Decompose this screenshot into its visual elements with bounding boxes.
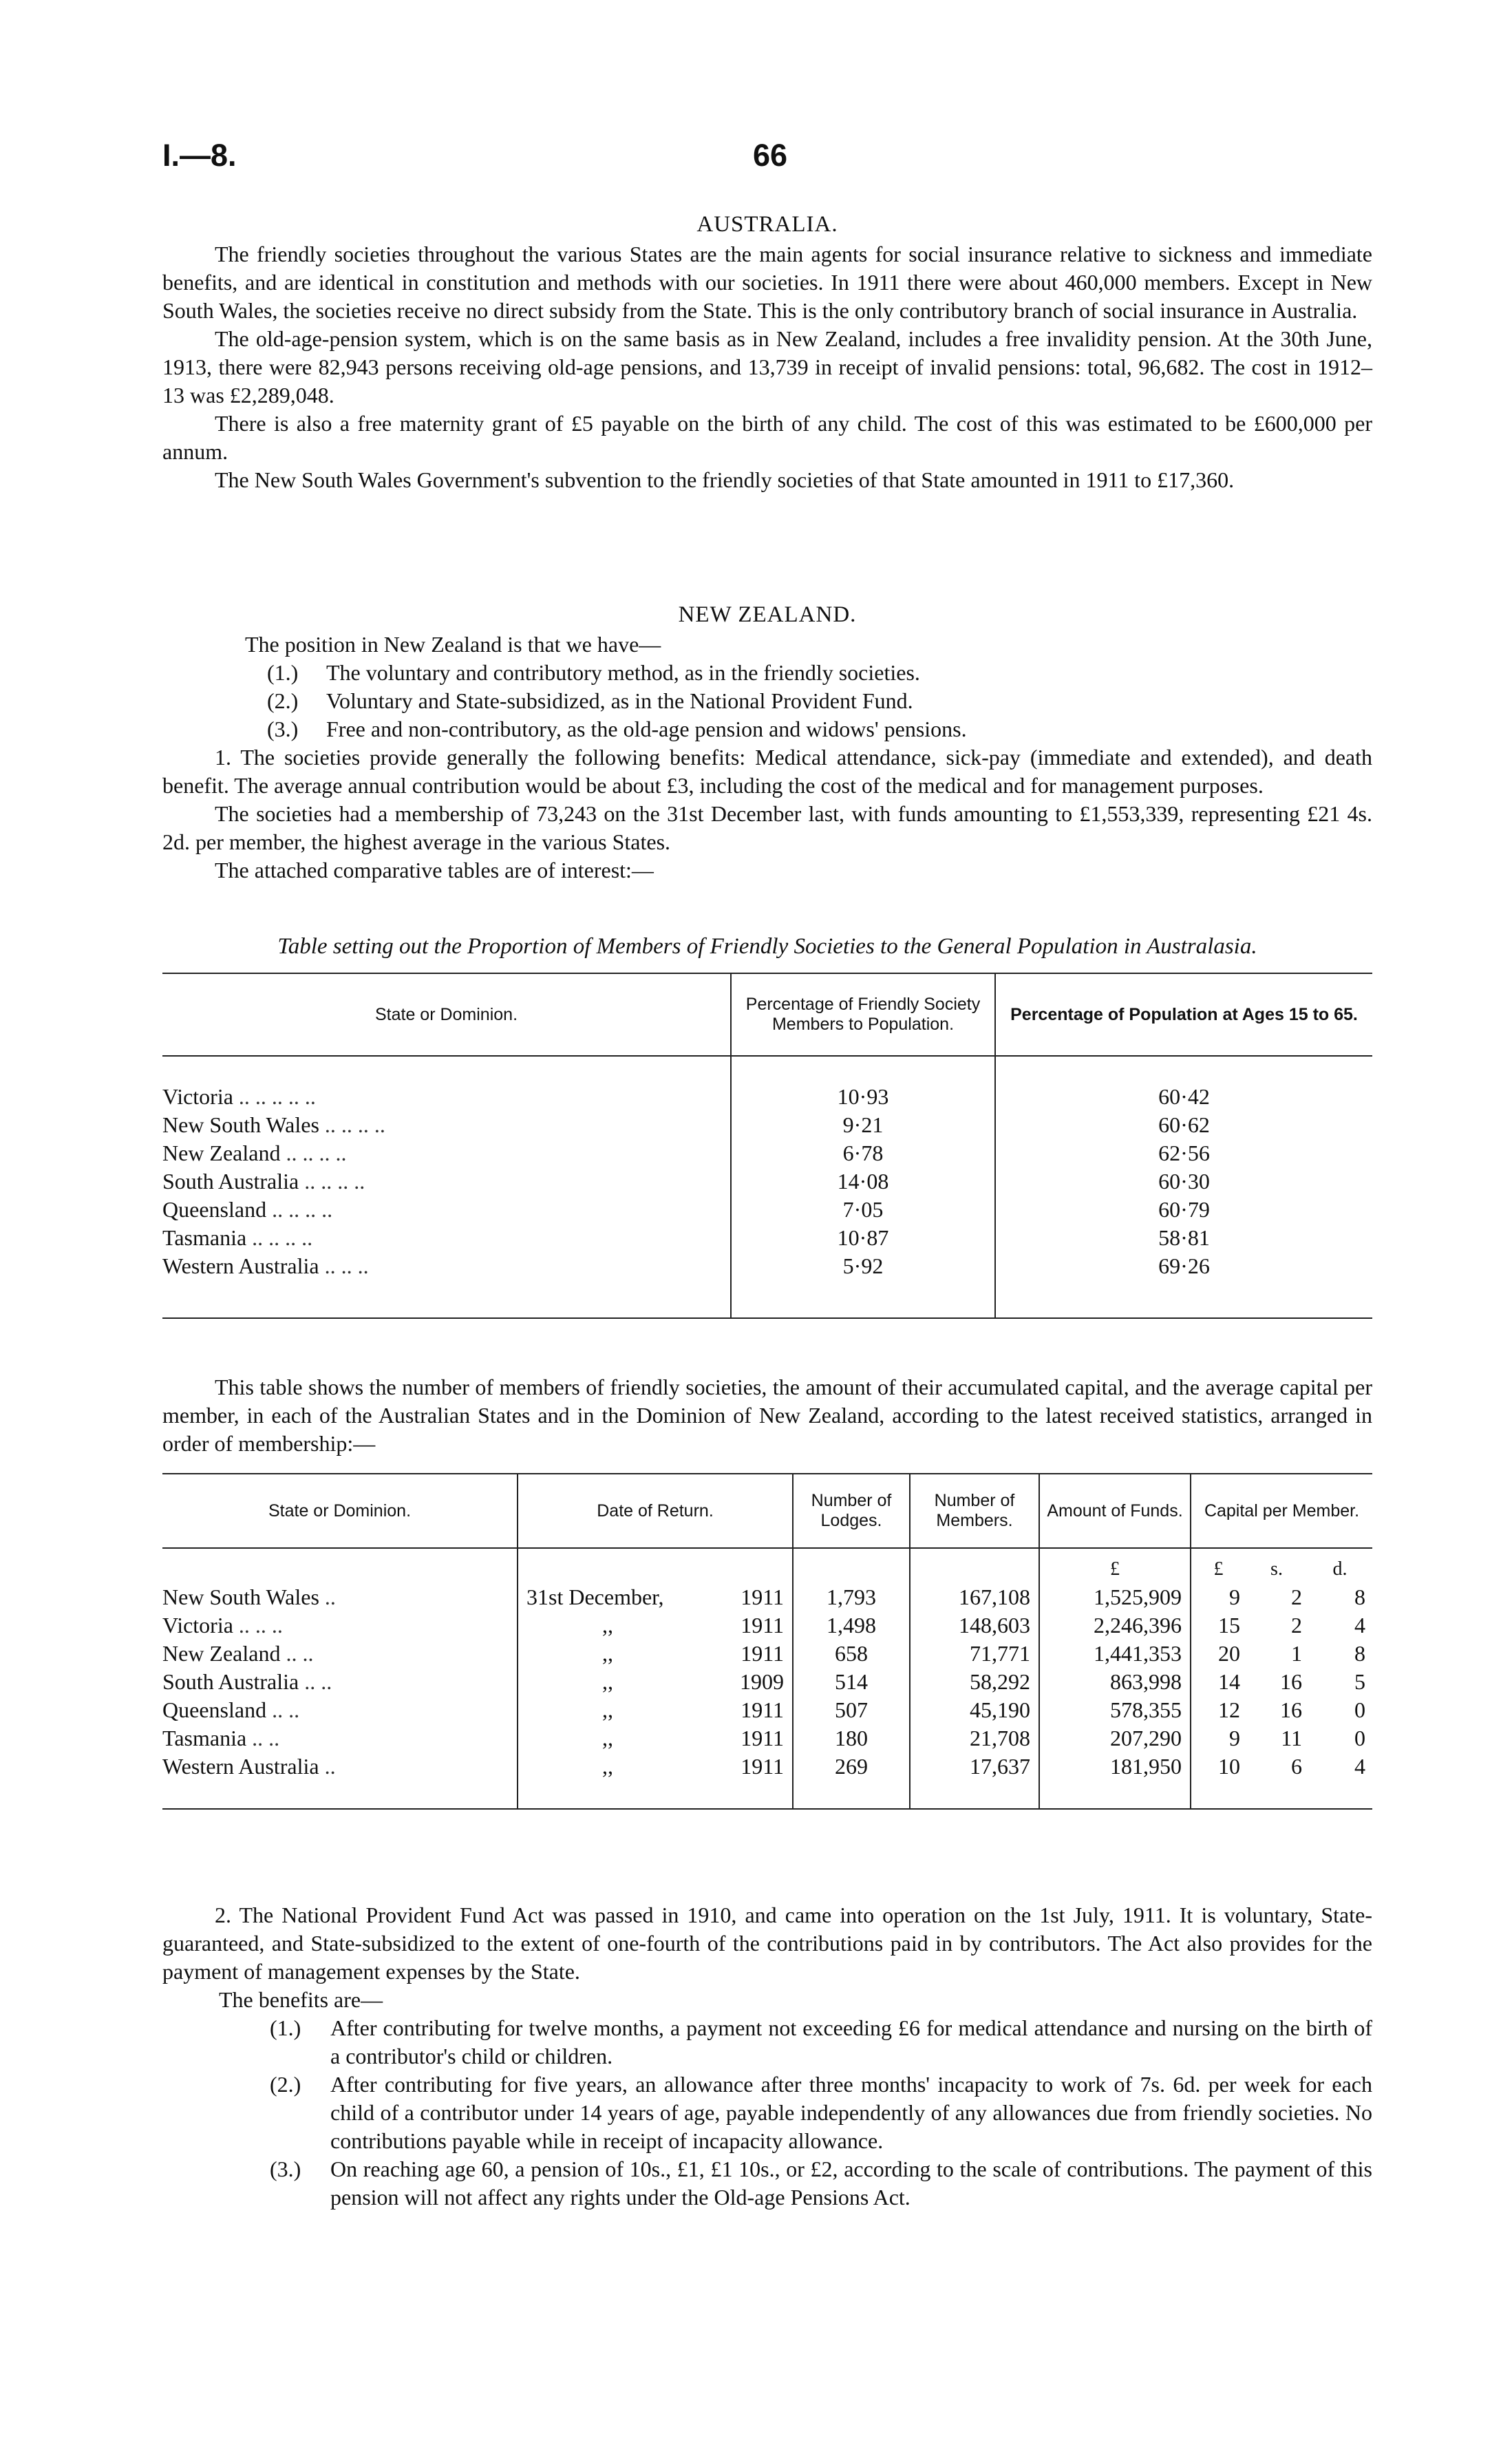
table-row: Victoria .. .. .. ,, 1911 1,498 148,603 2,246,396 15 2 4	[162, 1611, 1372, 1640]
funds: 578,355	[1039, 1696, 1191, 1724]
capital-pence: 8	[1354, 1585, 1365, 1609]
lodges: 514	[793, 1668, 910, 1696]
pct-members: 9·21	[731, 1111, 995, 1139]
table2-header-lodges: Number of Lodges.	[793, 1474, 910, 1548]
benefits-intro: The benefits are—	[219, 1987, 383, 2012]
table2-units-row	[162, 1548, 1372, 1583]
return-year: 1911	[741, 1585, 784, 1609]
table-row: New South Wales .. .. .. .. 9·21 60·62	[162, 1111, 1372, 1139]
pct-members: 10·87	[731, 1224, 995, 1252]
table1-caption: Table setting out the Proportion of Members of Friendly Societies to the General Population in Australasia.	[277, 934, 1257, 959]
state-name: Victoria	[162, 1084, 233, 1109]
table-row: Queensland .. .. .. .. 7·05 60·79	[162, 1196, 1372, 1224]
members: 17,637	[910, 1752, 1039, 1781]
members: 58,292	[910, 1668, 1039, 1696]
australia-heading: AUSTRALIA.	[696, 212, 838, 237]
benefit-text: After contributing for twelve months, a payment not exceeding £6 for medical attendance and nursing on the birth of a contributor's child or children.	[330, 2015, 1372, 2068]
capital-shillings: 2	[1291, 1613, 1302, 1638]
table-row: New South Wales .. 31st December, 1911 1,793 167,108 1,525,909 9 2 8	[162, 1583, 1372, 1611]
funds: 207,290	[1039, 1724, 1191, 1752]
date-prefix: 31st December,	[526, 1585, 664, 1609]
state-name: New Zealand	[162, 1641, 281, 1666]
capital-pence: 0	[1354, 1726, 1365, 1750]
date-prefix: ,,	[602, 1613, 613, 1638]
date-prefix: ,,	[602, 1754, 613, 1779]
australia-paragraph: There is also a free maternity grant of £5 payable on the birth of any child. The cost of this was estimated to be £600,000 per annum.	[162, 411, 1372, 464]
method-item	[162, 659, 1372, 687]
lodges: 269	[793, 1752, 910, 1781]
benefit-text: On reaching age 60, a pension of 10s., £1, £1 10s., or £2, according to the scale of contributions. The payment of this pension will not affect any rights under the Old-age Pensions Act.	[330, 2157, 1372, 2210]
capital-pence: 5	[1354, 1669, 1365, 1694]
capital-pounds: 15	[1191, 1611, 1246, 1640]
table-row: Western Australia .. .. .. 5·92 69·26	[162, 1252, 1372, 1280]
method-text: Voluntary and State-subsidized, as in the National Provident Fund.	[326, 688, 913, 713]
state-name: Queensland	[162, 1697, 267, 1722]
method-item	[162, 715, 1372, 743]
provident-fund-section	[162, 1901, 1372, 2212]
new-zealand-section	[162, 602, 1372, 884]
method-number: (2.)	[267, 688, 299, 713]
table2-section	[162, 1373, 1372, 1810]
benefit-item	[162, 2014, 1372, 2070]
funds: 2,246,396	[1039, 1611, 1191, 1640]
table2-header-members: Number of Members.	[910, 1474, 1039, 1548]
benefit-item	[162, 2155, 1372, 2212]
capital-pence: 8	[1354, 1641, 1365, 1666]
pct-population: 62·56	[995, 1139, 1372, 1167]
method-item	[162, 687, 1372, 715]
pct-members: 5·92	[731, 1252, 995, 1280]
return-year: 1911	[741, 1641, 784, 1666]
new-zealand-paragraph: 1. The societies provide generally the following benefits: Medical attendance, sick-pay (immediate and extended), and death benefit. The average annual contribution would be about £3, including the cost of the medical and for management purposes.	[162, 745, 1372, 798]
date-prefix: ,,	[602, 1669, 613, 1694]
capital-pence: 4	[1354, 1754, 1365, 1779]
method-number: (3.)	[267, 717, 299, 741]
members: 21,708	[910, 1724, 1039, 1752]
document-reference: I.—8.	[162, 138, 237, 173]
table-row: Tasmania .. .. ,, 1911 180 21,708 207,290 9 11 0	[162, 1724, 1372, 1752]
capital-pounds: 9	[1191, 1724, 1246, 1752]
table-row: Queensland .. .. ,, 1911 507 45,190 578,355 12 16 0	[162, 1696, 1372, 1724]
capital-shillings: 2	[1291, 1585, 1302, 1609]
members: 71,771	[910, 1640, 1039, 1668]
capital-pence: 0	[1354, 1697, 1365, 1722]
method-number: (1.)	[267, 660, 299, 685]
state-name: Western Australia	[162, 1754, 319, 1779]
state-name: Queensland	[162, 1197, 267, 1222]
pct-members: 7·05	[731, 1196, 995, 1224]
provident-fund-paragraph: 2. The National Provident Fund Act was passed in 1910, and came into operation on the 1st July, 1911. It is voluntary, State-guaranteed, and State-subsidized to the extent of one-fourth of the contributions paid in by contributors. The Act also provides for the payment of management expenses by the State.	[162, 1903, 1372, 1984]
date-prefix: ,,	[602, 1726, 613, 1750]
lodges: 658	[793, 1640, 910, 1668]
state-name: Victoria	[162, 1613, 233, 1638]
new-zealand-heading: NEW ZEALAND.	[678, 602, 857, 627]
state-name: New South Wales	[162, 1585, 319, 1609]
method-text: The voluntary and contributory method, as in the friendly societies.	[326, 660, 920, 685]
members: 167,108	[910, 1583, 1039, 1611]
new-zealand-paragraph: The attached comparative tables are of interest:—	[215, 858, 654, 882]
funds-unit: £	[1039, 1548, 1191, 1583]
state-name: Tasmania	[162, 1225, 247, 1250]
table2-header-row	[162, 1474, 1372, 1548]
capital-pounds: 9	[1191, 1583, 1246, 1611]
benefit-number: (2.)	[270, 2072, 301, 2097]
australia-paragraph: The New South Wales Government's subvention to the friendly societies of that State amounted in 1911 to £17,360.	[215, 467, 1235, 492]
table-row: Western Australia .. ,, 1911 269 17,637 181,950 10 6 4	[162, 1752, 1372, 1781]
table2	[162, 1473, 1372, 1810]
table2-intro: This table shows the number of members of friendly societies, the amount of their accumulated capital, and the average capital per member, in each of the Australian States and in the Dominion of New Zealand, according to the latest received statistics, arranged in order of membership:—	[162, 1375, 1372, 1456]
page-number: 66	[753, 138, 788, 173]
funds: 1,525,909	[1039, 1583, 1191, 1611]
lodges: 180	[793, 1724, 910, 1752]
shillings-unit: s.	[1270, 1558, 1283, 1580]
state-name: Western Australia	[162, 1253, 319, 1278]
australia-paragraph: The old-age-pension system, which is on the same basis as in New Zealand, includes a free invalidity pension. At the 30th June, 1913, there were 82,943 persons receiving old-age pensions, and 13,739 in receipt of invalid pensions: total, 96,682. The cost in 1912–13 was £2,289,048.	[162, 326, 1372, 407]
state-name: New Zealand	[162, 1141, 281, 1165]
members: 45,190	[910, 1696, 1039, 1724]
date-prefix: ,,	[602, 1697, 613, 1722]
table-row: South Australia .. .. .. .. 14·08 60·30	[162, 1167, 1372, 1196]
table1-header-members: Percentage of Friendly Society Members to Population.	[731, 973, 995, 1056]
benefit-number: (1.)	[270, 2015, 301, 2040]
benefit-text: After contributing for five years, an allowance after three months' incapacity to work of 7s. 6d. per week for each child of a contributor under 14 years of age, payable independently of any allowances due from friendly societies. No contributions payable while in receipt of incapacity allowance.	[330, 2072, 1372, 2153]
pct-population: 58·81	[995, 1224, 1372, 1252]
pct-members: 10·93	[731, 1083, 995, 1111]
table-row: Victoria .. .. .. .. .. 10·93 60·42	[162, 1083, 1372, 1111]
capital-shillings: 16	[1280, 1697, 1302, 1722]
benefit-item	[162, 2070, 1372, 2155]
capital-pounds: 12	[1191, 1696, 1246, 1724]
lodges: 1,793	[793, 1583, 910, 1611]
capital-shillings: 11	[1281, 1726, 1302, 1750]
pence-unit: d.	[1332, 1558, 1348, 1580]
benefit-number: (3.)	[270, 2157, 301, 2181]
pounds-unit: £	[1191, 1548, 1246, 1583]
capital-shillings: 16	[1280, 1669, 1302, 1694]
capital-pounds: 14	[1191, 1668, 1246, 1696]
table1-section	[162, 933, 1372, 1319]
table2-header-date: Date of Return.	[518, 1474, 793, 1548]
return-year: 1909	[740, 1669, 784, 1694]
state-name: Tasmania	[162, 1726, 247, 1750]
pct-members: 14·08	[731, 1167, 995, 1196]
members: 148,603	[910, 1611, 1039, 1640]
table2-header-state: State or Dominion.	[268, 1501, 412, 1521]
funds: 863,998	[1039, 1668, 1191, 1696]
return-year: 1911	[741, 1754, 784, 1779]
page-header	[162, 138, 1372, 179]
capital-pounds: 20	[1191, 1640, 1246, 1668]
table-row: New Zealand .. .. .. .. 6·78 62·56	[162, 1139, 1372, 1167]
method-text: Free and non-contributory, as the old-age pension and widows' pensions.	[326, 717, 967, 741]
table2-header-capital: Capital per Member.	[1191, 1474, 1372, 1548]
new-zealand-intro: The position in New Zealand is that we have—	[245, 632, 661, 657]
return-year: 1911	[741, 1613, 784, 1638]
funds: 1,441,353	[1039, 1640, 1191, 1668]
state-name: South Australia	[162, 1669, 299, 1694]
australia-section	[162, 212, 1372, 494]
pct-population: 60·30	[995, 1167, 1372, 1196]
table1-header-row	[162, 973, 1372, 1056]
capital-pounds: 10	[1191, 1752, 1246, 1781]
pct-members: 6·78	[731, 1139, 995, 1167]
table2-header-funds: Amount of Funds.	[1039, 1474, 1191, 1548]
new-zealand-paragraph: The societies had a membership of 73,243 on the 31st December last, with funds amounting to £1,553,339, representing £21 4s. 2d. per member, the highest average in the various States.	[162, 801, 1372, 854]
table-row: Tasmania .. .. .. .. 10·87 58·81	[162, 1224, 1372, 1252]
table1-header-state: State or Dominion.	[374, 1004, 518, 1024]
funds: 181,950	[1039, 1752, 1191, 1781]
table1	[162, 973, 1372, 1319]
date-prefix: ,,	[602, 1641, 613, 1666]
table1-header-population: Percentage of Population at Ages 15 to 65.	[995, 973, 1372, 1056]
state-name: New South Wales	[162, 1112, 319, 1137]
return-year: 1911	[741, 1726, 784, 1750]
australia-paragraph: The friendly societies throughout the various States are the main agents for social insurance relative to sickness and immediate benefits, and are identical in constitution and methods with our societies. In 1911 there were about 460,000 members. Except in New South Wales, the societies receive no direct subsidy from the State. This is the only contributory branch of social insurance in Australia.	[162, 242, 1372, 323]
table-row: South Australia .. .. ,, 1909 514 58,292 863,998 14 16 5	[162, 1668, 1372, 1696]
pct-population: 60·79	[995, 1196, 1372, 1224]
lodges: 1,498	[793, 1611, 910, 1640]
capital-shillings: 1	[1291, 1641, 1302, 1666]
lodges: 507	[793, 1696, 910, 1724]
pct-population: 60·62	[995, 1111, 1372, 1139]
capital-shillings: 6	[1291, 1754, 1302, 1779]
table-row: New Zealand .. .. ,, 1911 658 71,771 1,441,353 20 1 8	[162, 1640, 1372, 1668]
pct-population: 60·42	[995, 1083, 1372, 1111]
pct-population: 69·26	[995, 1252, 1372, 1280]
state-name: South Australia	[162, 1169, 299, 1194]
capital-pence: 4	[1354, 1613, 1365, 1638]
return-year: 1911	[741, 1697, 784, 1722]
